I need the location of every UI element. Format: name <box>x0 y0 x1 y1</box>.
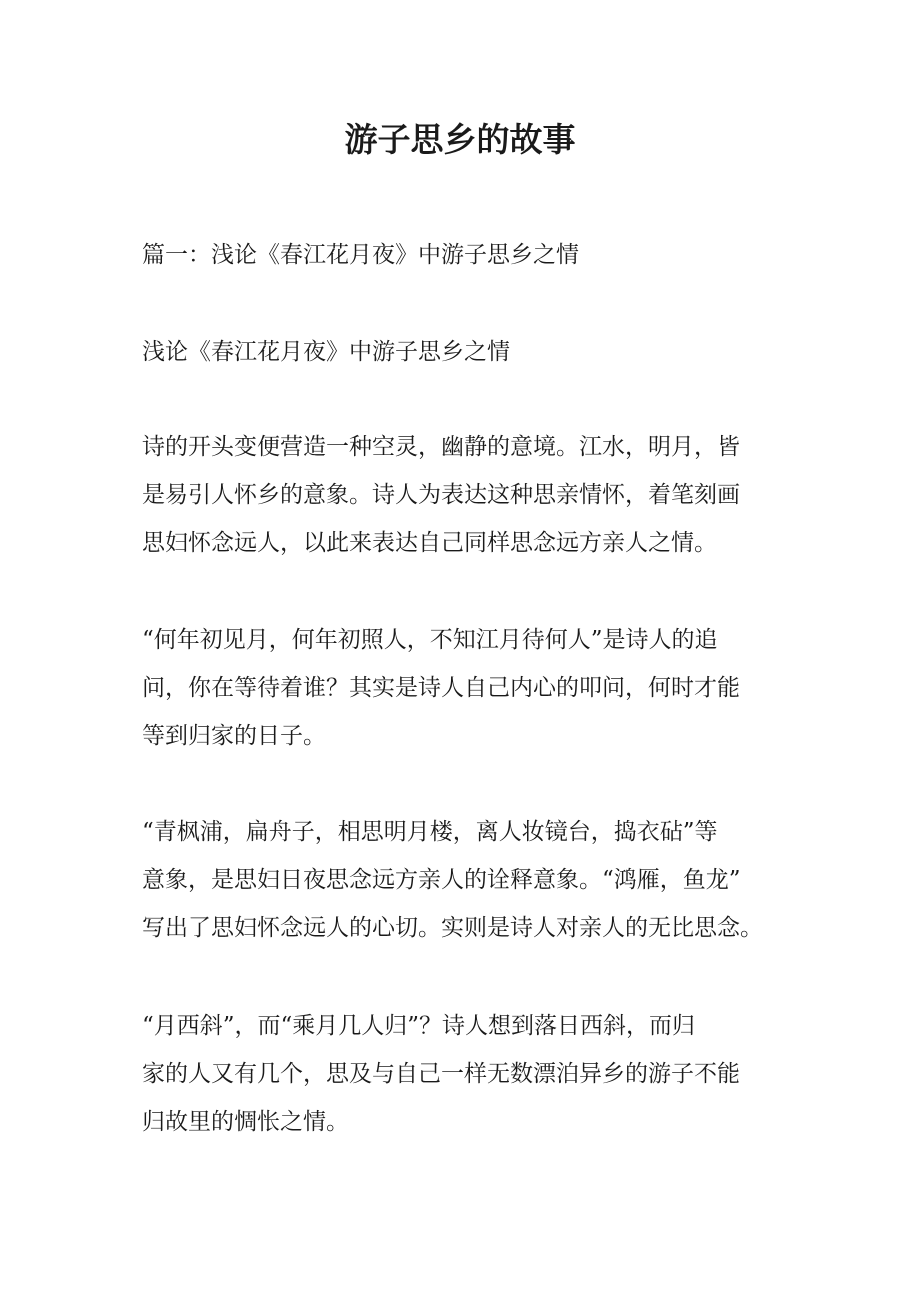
paragraph-line: 写出了思妇怀念远人的心切。实则是诗人对亲人的无比思念。 <box>142 915 763 941</box>
section-heading: 篇一：浅论《春江花月夜》中游子思乡之情 <box>142 242 579 268</box>
paragraph-line: “何年初见月，何年初照人，不知江月待何人”是诗人的追 <box>142 627 718 653</box>
paragraph-1 <box>142 423 792 567</box>
paragraph-2 <box>142 616 792 760</box>
paragraph-line: 归故里的惆怅之情。 <box>142 1109 349 1135</box>
paragraph-line: “月西斜”，而“乘月几人归”？诗人想到落日西斜，而归 <box>142 1013 696 1039</box>
document-title: 游子思乡的故事 <box>344 120 576 159</box>
paragraph-line: 思妇怀念远人，以此来表达自己同样思念远方亲人之情。 <box>142 530 717 556</box>
paragraph-line: 意象，是思妇日夜思念远方亲人的诠释意象。“鸿雁，鱼龙” <box>142 867 741 893</box>
paragraph-line: “青枫浦，扁舟子，相思明月楼，离人妆镜台，捣衣砧”等 <box>142 819 718 845</box>
paragraph-line: 问，你在等待着谁？其实是诗人自己内心的叩问，何时才能 <box>142 675 740 701</box>
paragraph-3 <box>142 808 792 952</box>
paragraph-4 <box>142 1002 792 1146</box>
paragraph-line: 是易引人怀乡的意象。诗人为表达这种思亲情怀，着笔刻画 <box>142 482 740 508</box>
paragraph-line: 诗的开头变便营造一种空灵，幽静的意境。江水，明月，皆 <box>142 434 740 460</box>
paragraph-line: 家的人又有几个，思及与自己一样无数漂泊异乡的游子不能 <box>142 1061 740 1087</box>
section-subtitle: 浅论《春江花月夜》中游子思乡之情 <box>142 339 510 365</box>
paragraph-line: 等到归家的日子。 <box>142 723 326 749</box>
